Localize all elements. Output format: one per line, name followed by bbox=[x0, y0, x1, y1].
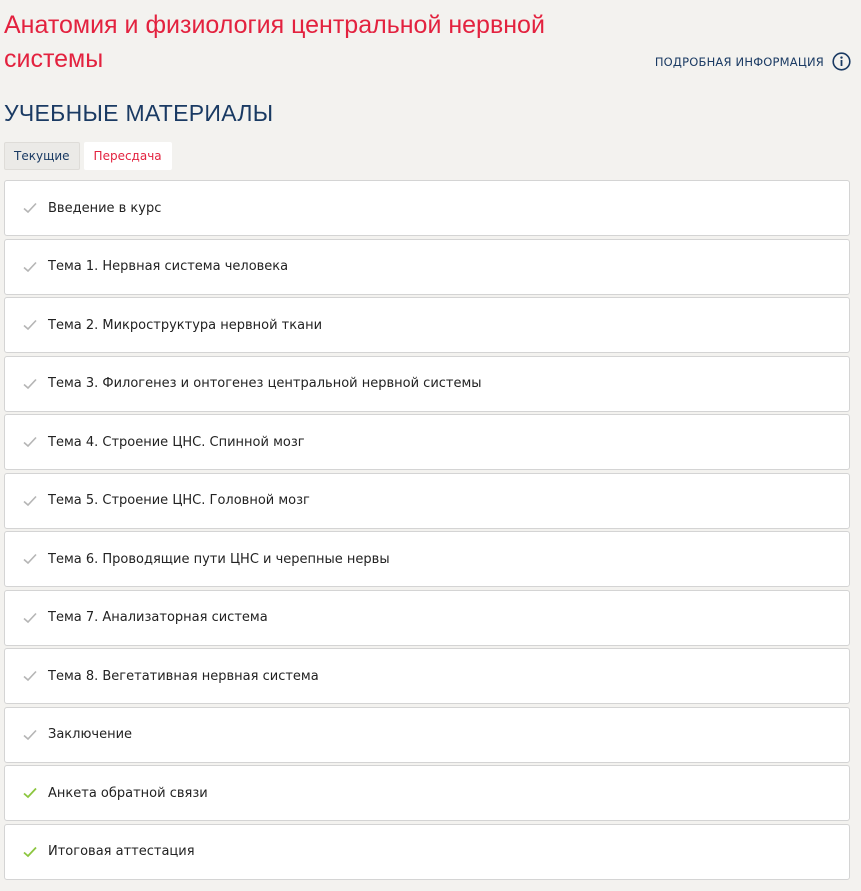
tab-retake[interactable]: Пересдача bbox=[84, 142, 172, 170]
details-link-label: ПОДРОБНАЯ ИНФОРМАЦИЯ bbox=[654, 54, 824, 69]
check-icon bbox=[23, 495, 37, 507]
check-icon bbox=[23, 202, 37, 214]
list-item-final-assessment[interactable] bbox=[4, 824, 850, 880]
check-icon bbox=[23, 553, 37, 565]
tab-current[interactable]: Текущие bbox=[4, 142, 80, 170]
list-item-label: Заключение bbox=[48, 727, 133, 742]
list-item-topic-8[interactable] bbox=[4, 648, 850, 704]
section-title: УЧЕБНЫЕ МАТЕРИАЛЫ bbox=[4, 100, 274, 126]
list-item-topic-6[interactable] bbox=[4, 531, 850, 587]
check-icon bbox=[23, 612, 37, 624]
check-icon bbox=[23, 787, 37, 799]
check-icon bbox=[23, 729, 37, 741]
check-icon bbox=[23, 846, 37, 858]
materials-tabs bbox=[4, 142, 172, 170]
list-item-label: Тема 5. Строение ЦНС. Головной мозг bbox=[48, 493, 310, 508]
course-title: Анатомия и физиология центральной нервной системы bbox=[4, 11, 545, 73]
check-icon bbox=[23, 261, 37, 273]
list-item-label: Тема 6. Проводящие пути ЦНС и черепные нервы bbox=[48, 551, 390, 567]
list-item-label: Тема 7. Анализаторная система bbox=[48, 610, 268, 625]
list-item-label: Анкета обратной связи bbox=[48, 785, 208, 801]
list-item-label: Тема 1. Нервная система человека bbox=[48, 259, 289, 274]
list-item-label: Итоговая аттестация bbox=[48, 844, 195, 859]
list-item-feedback-survey[interactable] bbox=[4, 765, 850, 821]
list-item-conclusion[interactable] bbox=[4, 707, 850, 763]
info-circle-icon bbox=[832, 52, 851, 71]
materials-list bbox=[4, 180, 850, 882]
list-item-label: Тема 4. Строение ЦНС. Спинной мозг bbox=[48, 434, 305, 450]
check-icon bbox=[23, 378, 37, 390]
list-item-topic-2[interactable] bbox=[4, 297, 850, 353]
list-item-topic-3[interactable] bbox=[4, 356, 850, 412]
check-icon bbox=[23, 319, 37, 331]
check-icon bbox=[23, 436, 37, 448]
list-item-intro[interactable] bbox=[4, 180, 850, 236]
list-item-label: Введение в курс bbox=[48, 200, 162, 216]
list-item-topic-7[interactable] bbox=[4, 590, 850, 646]
details-link[interactable] bbox=[655, 52, 851, 71]
list-item-topic-4[interactable] bbox=[4, 414, 850, 470]
list-item-label: Тема 2. Микроструктура нервной ткани bbox=[48, 317, 323, 333]
list-item-label: Тема 3. Филогенез и онтогенез центральной нервной системы bbox=[48, 376, 482, 391]
list-item-label: Тема 8. Вегетативная нервная система bbox=[48, 668, 319, 684]
list-item-topic-5[interactable] bbox=[4, 473, 850, 529]
list-item-topic-1[interactable] bbox=[4, 239, 850, 295]
check-icon bbox=[23, 670, 37, 682]
